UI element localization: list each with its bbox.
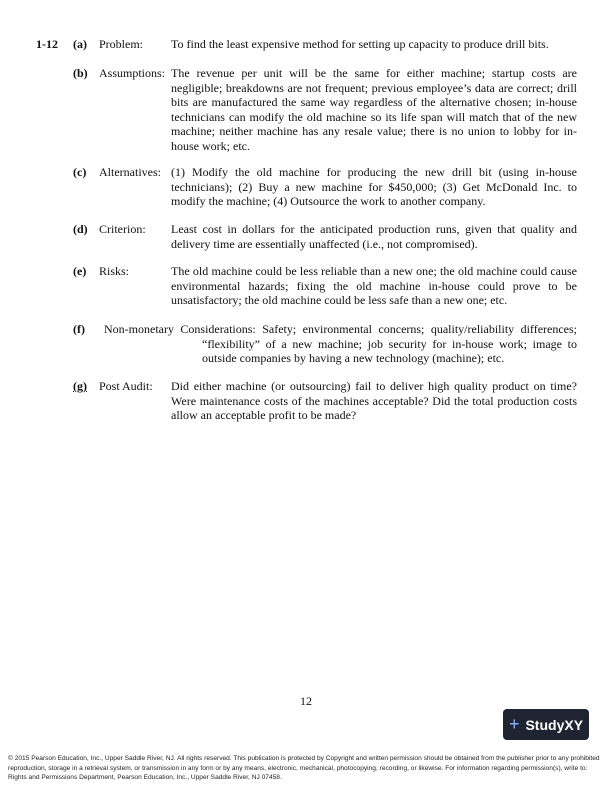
- item-problem: [73, 37, 577, 52]
- studyxy-logo: [503, 709, 589, 740]
- plus-icon: +: [508, 714, 520, 734]
- item-label: Risks:: [99, 264, 130, 278]
- item-risks: [73, 264, 577, 308]
- item-text: To find the least expensive method for setting up capacity to produce drill bits.: [171, 37, 549, 51]
- item-label: Problem:: [99, 37, 143, 51]
- item-letter-text: (g): [73, 379, 87, 393]
- item-letter: [73, 379, 87, 394]
- item-text: The revenue per unit will be the same for either machine; startup costs are negligible; breakdowns are not frequent; previous employee’s data are correct; drill bits are manufactured the same way regardless of the alternative chosen; in-house technicians can modify the old machine so its life span will match that of the new machine; neither machine has any resale value; there is no union to lobby for in-house work; etc.: [171, 66, 577, 153]
- item-non-monetary: [73, 322, 577, 366]
- item-text: The old machine could be less reliable than a new one; the old machine could cause environmental hazards; fixing the old machine in-house could prove to be unsatisfactory; the old machine could be less safe than a new one; etc.: [171, 264, 577, 308]
- logo-text: StudyXY: [525, 716, 584, 733]
- copyright-footer: © 2015 Pearson Education, Inc., Upper Saddle River, NJ. All rights reserved. This publication is protected by Copyright and written permission should be obtained from the publisher prior to any prohibited reproduction, storage in a retrieval system, or transmission in any form or by any means, electronic, mechanical, photocopying, recording, or likewise. For information regarding permission(s), write to: Rights and Permissions Department, Pearson Education, Inc., Upper Saddle River, NJ 07458.: [8, 755, 600, 782]
- problem-number: 1-12: [36, 37, 58, 51]
- item-assumptions: [73, 66, 577, 154]
- item-criterion: [73, 222, 577, 251]
- item-label: Post Audit:: [99, 379, 153, 393]
- item-text-value: Safety; environmental concerns; quality/reliability differences; “flexibility” of a new machine; job security for in-house work; image to outside companies by having a new technology (machine); etc.: [202, 322, 578, 366]
- item-label: Assumptions:: [99, 66, 166, 80]
- item-letter: (c): [73, 165, 87, 179]
- item-letter: (a): [73, 37, 87, 51]
- page-number: 12: [300, 694, 312, 708]
- item-alternatives: [73, 165, 577, 209]
- item-letter: (b): [73, 66, 88, 80]
- item-letter: (d): [73, 222, 88, 236]
- item-text: Did either machine (or outsourcing) fail to deliver high quality product on time? Were maintenance costs of the machines acceptable? Did the total production costs allow an acceptable profit to be made?: [171, 379, 577, 423]
- item-label: Alternatives:: [99, 165, 161, 179]
- item-letter: (e): [73, 264, 87, 278]
- item-text: (1) Modify the old machine for producing the new drill bit (using in-house technicians); (2) Buy a new machine for $450,000; (3) Get McDonald Inc. to modify the machine; (4) Outsource the work to another company.: [171, 165, 577, 209]
- item-label: Criterion:: [99, 222, 146, 236]
- item-post-audit: [73, 379, 577, 423]
- item-letter: (f): [73, 322, 85, 336]
- item-text: Least cost in dollars for the anticipated production runs, given that quality and delivery time are essentially unaffected (i.e., not compromised).: [171, 222, 577, 251]
- item-label: Non-monetary Considerations:: [104, 322, 256, 336]
